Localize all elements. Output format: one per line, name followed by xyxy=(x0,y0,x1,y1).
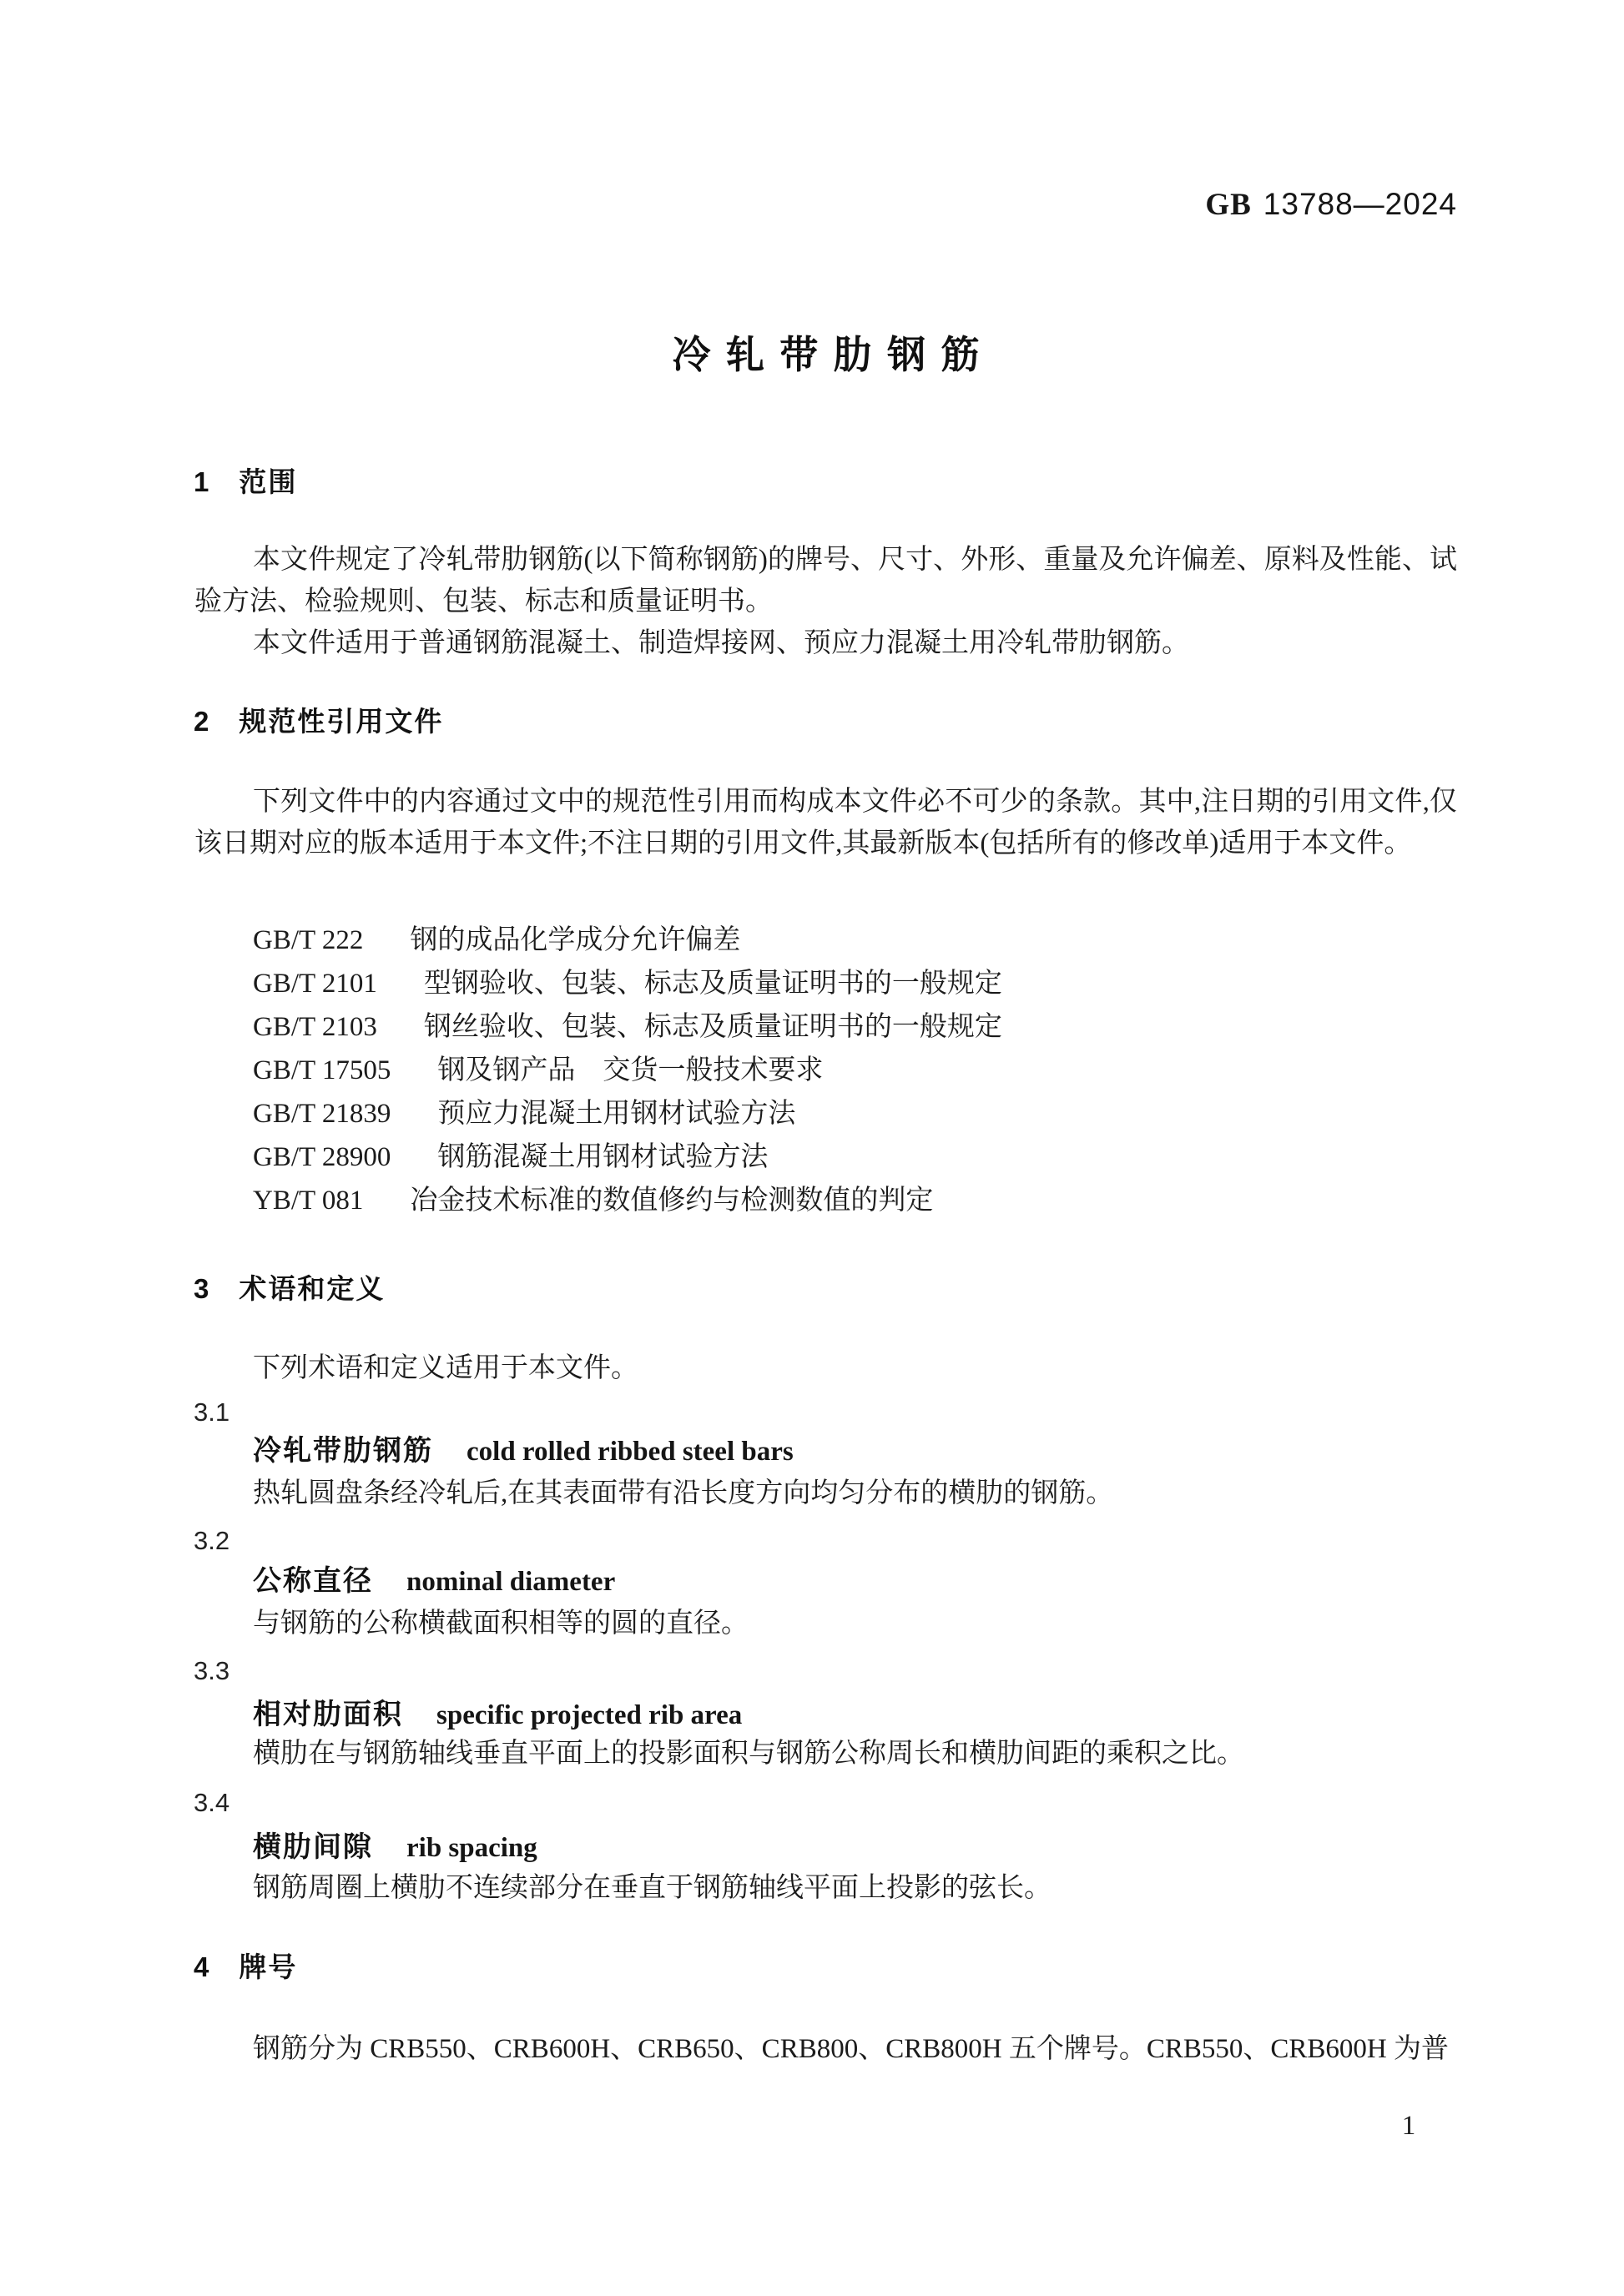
scope-paragraph-1: 本文件规定了冷轧带肋钢筋(以下简称钢筋)的牌号、尺寸、外形、重量及允许偏差、原料及性能、试验方法、检验规则、包装、标志和质量证明书。 xyxy=(194,545,1457,617)
section-2-title: 规范性引用文件 xyxy=(239,706,444,737)
term-number: 3.3 xyxy=(194,1656,230,1685)
document-title: 冷轧带肋钢筋 xyxy=(672,333,995,376)
reference-item xyxy=(253,1179,1457,1222)
section-3-heading xyxy=(194,1271,1457,1307)
reference-code: GB/T 222 xyxy=(253,925,364,955)
term-definition: 横肋在与钢筋轴线垂直平面上的投影面积与钢筋公称周长和横肋间距的乘积之比。 xyxy=(253,1739,1244,1769)
term-name-zh: 相对肋面积 xyxy=(253,1699,403,1730)
grades-paragraph: 钢筋分为 CRB550、CRB600H、CRB650、CRB800、CRB800H 五个牌号。CRB550、CRB600H 为普 xyxy=(253,2034,1449,2064)
page-number: 1 xyxy=(1401,2111,1416,2141)
scope-paragraph-2: 本文件适用于普通钢筋混凝土、制造焊接网、预应力混凝土用冷轧带肋钢筋。 xyxy=(253,628,1189,658)
reference-title: 钢丝验收、包装、标志及质量证明书的一般规定 xyxy=(423,1012,1002,1042)
standard-code-number: 13788—2024 xyxy=(1263,187,1457,221)
term-name-line xyxy=(253,1562,1457,1606)
section-4-heading xyxy=(194,1949,1457,1986)
term-name-zh: 公称直径 xyxy=(253,1565,373,1597)
term-name-en: nominal diameter xyxy=(406,1567,616,1597)
reference-code: GB/T 2103 xyxy=(253,1012,377,1042)
reference-item xyxy=(253,962,1457,1005)
term-name-en: cold rolled ribbed steel bars xyxy=(467,1437,794,1467)
normative-refs-intro: 下列文件中的内容通过文中的规范性引用而构成本文件必不可少的条款。其中,注日期的引用文件,仅该日期对应的版本适用于本文件;不注日期的引用文件,其最新版本(包括所有的修改单)适用于本文件。 xyxy=(194,787,1457,858)
terms-intro: 下列术语和定义适用于本文件。 xyxy=(253,1353,638,1383)
reference-item xyxy=(253,919,1457,962)
section-1-title: 范围 xyxy=(239,466,298,497)
reference-list xyxy=(253,919,1457,1222)
reference-code: GB/T 17505 xyxy=(253,1055,391,1085)
reference-code: YB/T 081 xyxy=(253,1186,364,1216)
reference-title: 钢及钢产品 交货一般技术要求 xyxy=(437,1055,824,1085)
section-3-number: 3 xyxy=(194,1273,211,1304)
term-number: 3.2 xyxy=(194,1526,230,1555)
reference-title: 型钢验收、包装、标志及质量证明书的一般规定 xyxy=(423,969,1002,999)
section-2-number: 2 xyxy=(194,706,211,737)
reference-code: GB/T 28900 xyxy=(253,1142,391,1172)
section-1-number: 1 xyxy=(194,466,211,497)
term-name-en: specific projected rib area xyxy=(436,1700,743,1730)
term-definition: 钢筋周圈上横肋不连续部分在垂直于钢筋轴线平面上投影的弦长。 xyxy=(253,1873,1052,1903)
section-2-heading xyxy=(194,703,1457,740)
reference-code: GB/T 21839 xyxy=(253,1099,391,1129)
term-definition: 热轧圆盘条经冷轧后,在其表面带有沿长度方向均匀分布的横肋的钢筋。 xyxy=(253,1478,1114,1508)
reference-item xyxy=(253,1005,1457,1049)
term-name-line xyxy=(253,1828,1457,1872)
standard-code xyxy=(194,185,1457,224)
term-name-en: rib spacing xyxy=(406,1833,537,1863)
reference-item xyxy=(253,1135,1457,1179)
section-4-title: 牌号 xyxy=(239,1951,298,1982)
section-1-heading xyxy=(194,464,1457,501)
reference-code: GB/T 2101 xyxy=(253,969,377,999)
reference-title: 预应力混凝土用钢材试验方法 xyxy=(437,1099,796,1129)
term-name-zh: 冷轧带肋钢筋 xyxy=(253,1435,433,1467)
term-definition: 与钢筋的公称横截面积相等的圆的直径。 xyxy=(253,1609,749,1639)
term-number: 3.1 xyxy=(194,1397,230,1427)
section-4-number: 4 xyxy=(194,1951,211,1982)
reference-item xyxy=(253,1092,1457,1135)
standard-code-prefix: GB xyxy=(1205,188,1252,222)
reference-title: 冶金技术标准的数值修约与检测数值的判定 xyxy=(410,1186,934,1216)
reference-title: 钢的成品化学成分允许偏差 xyxy=(410,925,741,955)
section-3-title: 术语和定义 xyxy=(239,1273,386,1304)
term-name-zh: 横肋间隙 xyxy=(253,1831,373,1863)
term-name-line xyxy=(253,1432,1457,1476)
reference-title: 钢筋混凝土用钢材试验方法 xyxy=(437,1142,769,1172)
term-number: 3.4 xyxy=(194,1788,230,1817)
reference-item xyxy=(253,1049,1457,1092)
